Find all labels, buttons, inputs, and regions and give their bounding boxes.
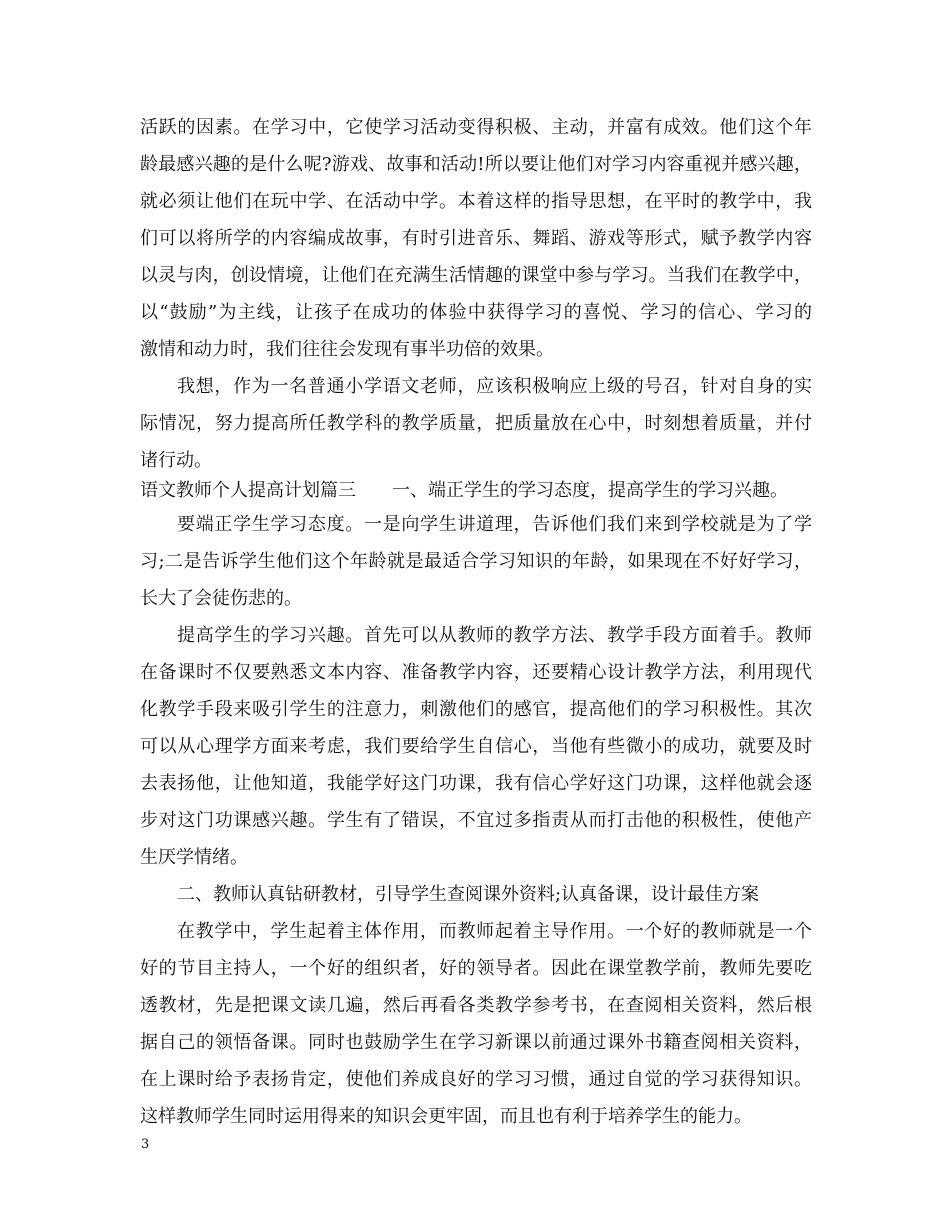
text-line: 就必须让他们在玩中学、在活动中学。本着这样的指导思想，在平时的教学中，我 [140,191,812,212]
text-line: 这样教师学生同时运用得来的知识会更牢固，而且也有利于培养学生的能力。 [140,1106,752,1127]
text-line: 以“鼓励”为主线，让孩子在成功的体验中获得学习的喜悦、学习的信心、学习的 [140,302,812,323]
text-line: 以灵与肉，创设情境，让他们在充满生活情趣的课堂中参与学习。当我们在教学中， [140,265,812,286]
text-line: 活跃的因素。在学习中，它使学习活动变得积极、主动，并富有成效。他们这个年 [140,117,812,138]
text-line: 激情和动力时，我们往往会发现有事半功倍的效果。 [140,339,554,360]
paragraph-first-line: 我想，作为一名普通小学语文老师，应该积极响应上级的号召，针对自身的实 [177,376,812,397]
section-heading: 语文教师个人提高计划篇三 一、端正学生的学习态度，提高学生的学习兴趣。 [140,480,788,501]
text-line: 可以从心理学方面来考虑，我们要给学生自信心，当他有些微小的成功，就要及时 [140,736,812,757]
text-line: 好的节目主持人，一个好的组织者，好的领导者。因此在课堂教学前，教师先要吃 [140,958,812,979]
paragraph-first-line: 要端正学生学习态度。一是向学生讲道理，告诉他们我们来到学校就是为了学 [177,514,812,535]
text-line: 去表扬他，让他知道，我能学好这门功课，我有信心学好这门功课，这样他就会逐 [140,773,812,794]
text-line: 生厌学情绪。 [140,847,248,868]
text-line: 诸行动。 [140,450,212,471]
text-line: 据自己的领悟备课。同时也鼓励学生在学习新课以前通过课外书籍查阅相关资料， [140,1032,812,1053]
text-line: 龄最感兴趣的是什么呢?游戏、故事和活动!所以要让他们对学习内容重视并感兴趣， [140,154,812,175]
text-line: 们可以将所学的内容编成故事，有时引进音乐、舞蹈、游戏等形式，赋予教学内容 [140,228,812,249]
paragraph-first-line: 提高学生的学习兴趣。首先可以从教师的教学方法、教学手段方面着手。教师 [177,625,812,646]
section-heading: 二、教师认真钻研教材，引导学生查阅课外资料;认真备课，设计最佳方案 [177,884,760,905]
page-number: 3 [141,1137,150,1152]
text-line: 在上课时给予表扬肯定，使他们养成良好的学习习惯，通过自觉的学习获得知识。 [140,1069,812,1090]
text-line: 步对这门功课感兴趣。学生有了错误，不宜过多指责从而打击他的积极性，使他产 [140,810,812,831]
text-line: 际情况，努力提高所任教学科的教学质量，把质量放在心中，时刻想着质量，并付 [140,413,812,434]
text-line: 在备课时不仅要熟悉文本内容、准备教学内容，还要精心设计教学方法，利用现代 [140,662,812,683]
text-line: 长大了会徒伤悲的。 [140,588,302,609]
text-line: 化教学手段来吸引学生的注意力，刺激他们的感官，提高他们的学习积极性。其次 [140,699,812,720]
text-line: 习;二是告诉学生他们这个年龄就是最适合学习知识的年龄，如果现在不好好学习， [140,551,812,572]
text-line: 透教材，先是把课文读几遍，然后再看各类教学参考书，在查阅相关资料，然后根 [140,995,812,1016]
paragraph-first-line: 在教学中，学生起着主体作用，而教师起着主导作用。一个好的教师就是一个 [177,921,812,942]
